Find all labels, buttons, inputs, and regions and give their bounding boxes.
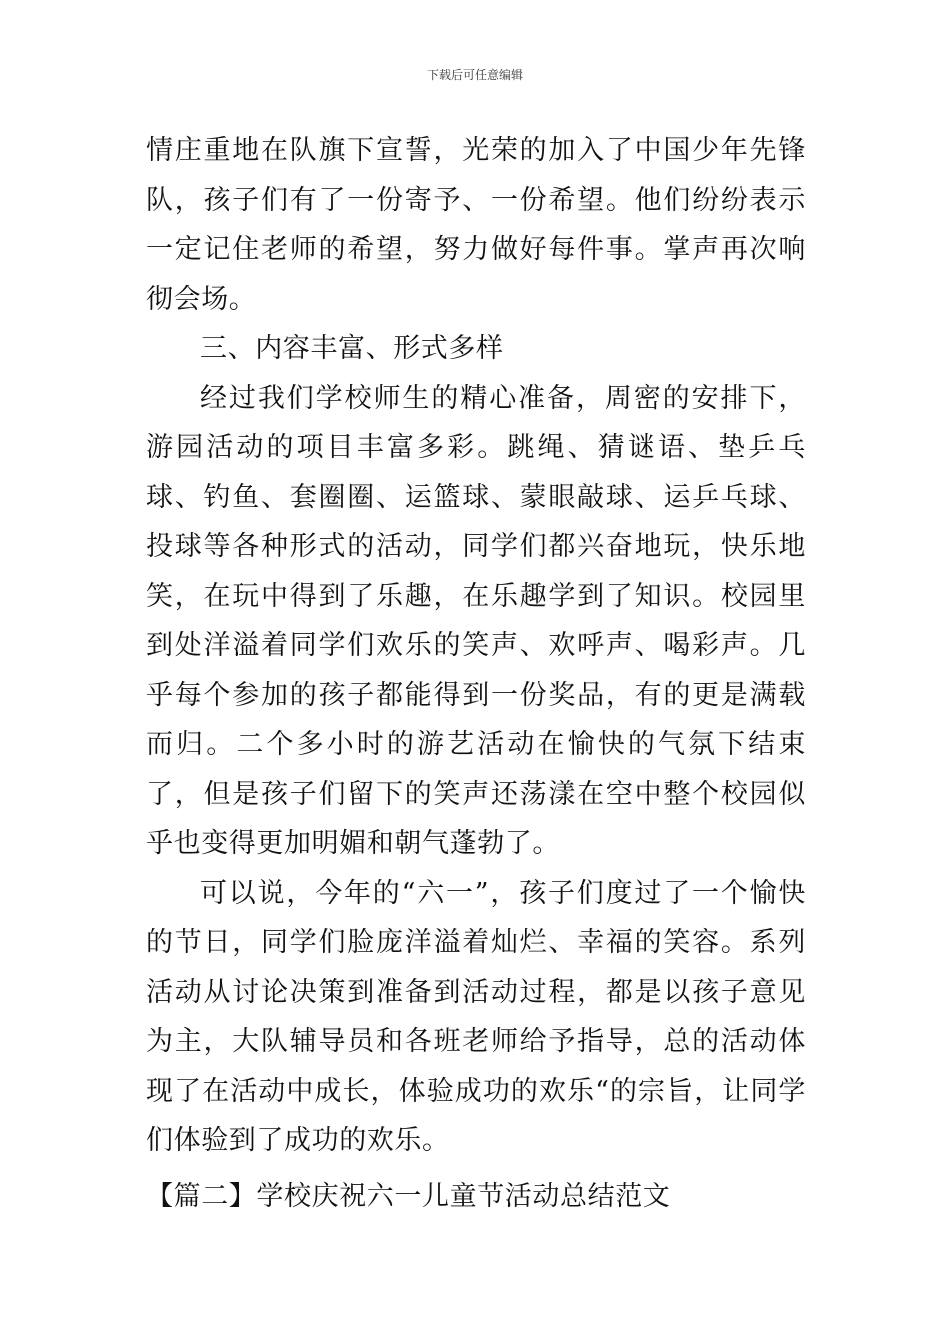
document-body bbox=[146, 126, 806, 1166]
paragraph-conclusion: 可以说，今年的“六一”，孩子们度过了一个愉快的节日，同学们脸庞洋溢着灿烂、幸福的笑容。系列活动从讨论决策到准备到活动过程，都是以孩子意见为主，大队辅导员和各班老师给予指导，总的活动体现了在活动中成长，体验成功的欢乐“的宗旨，让同学们体验到了成功的欢乐。 bbox=[146, 877, 806, 1156]
paragraph-activities: 经过我们学校师生的精心准备，周密的安排下，游园活动的项目丰富多彩。跳绳、猜谜语、垫乒乓球、钓鱼、套圈圈、运篮球、蒙眼敲球、运乒乓球、投球等各种形式的活动，同学们都兴奋地玩，快乐地笑，在玩中得到了乐趣，在乐趣学到了知识。校园里到处洋溢着同学们欢乐的笑声、欢呼声、喝彩声。几乎每个参加的孩子都能得到一份奖品，有的更是满载而归。二个多小时的游艺活动在愉快的气氛下结束了，但是孩子们留下的笑声还荡漾在空中整个校园似乎也变得更加明媚和朝气蓬勃了。 bbox=[146, 382, 806, 859]
page-header-note: 下载后可任意编辑 bbox=[426, 68, 523, 82]
paragraph-1: 情庄重地在队旗下宣誓，光荣的加入了中国少年先锋队，孩子们有了一份寄予、一份希望。他们纷纷表示一定记住老师的希望，努力做好每件事。掌声再次响彻会场。 bbox=[146, 135, 806, 315]
section-title: 【篇二】学校庆祝六一儿童节活动总结范文 bbox=[146, 1181, 671, 1212]
subsection-heading: 三、内容丰富、形式多样 bbox=[200, 333, 504, 364]
